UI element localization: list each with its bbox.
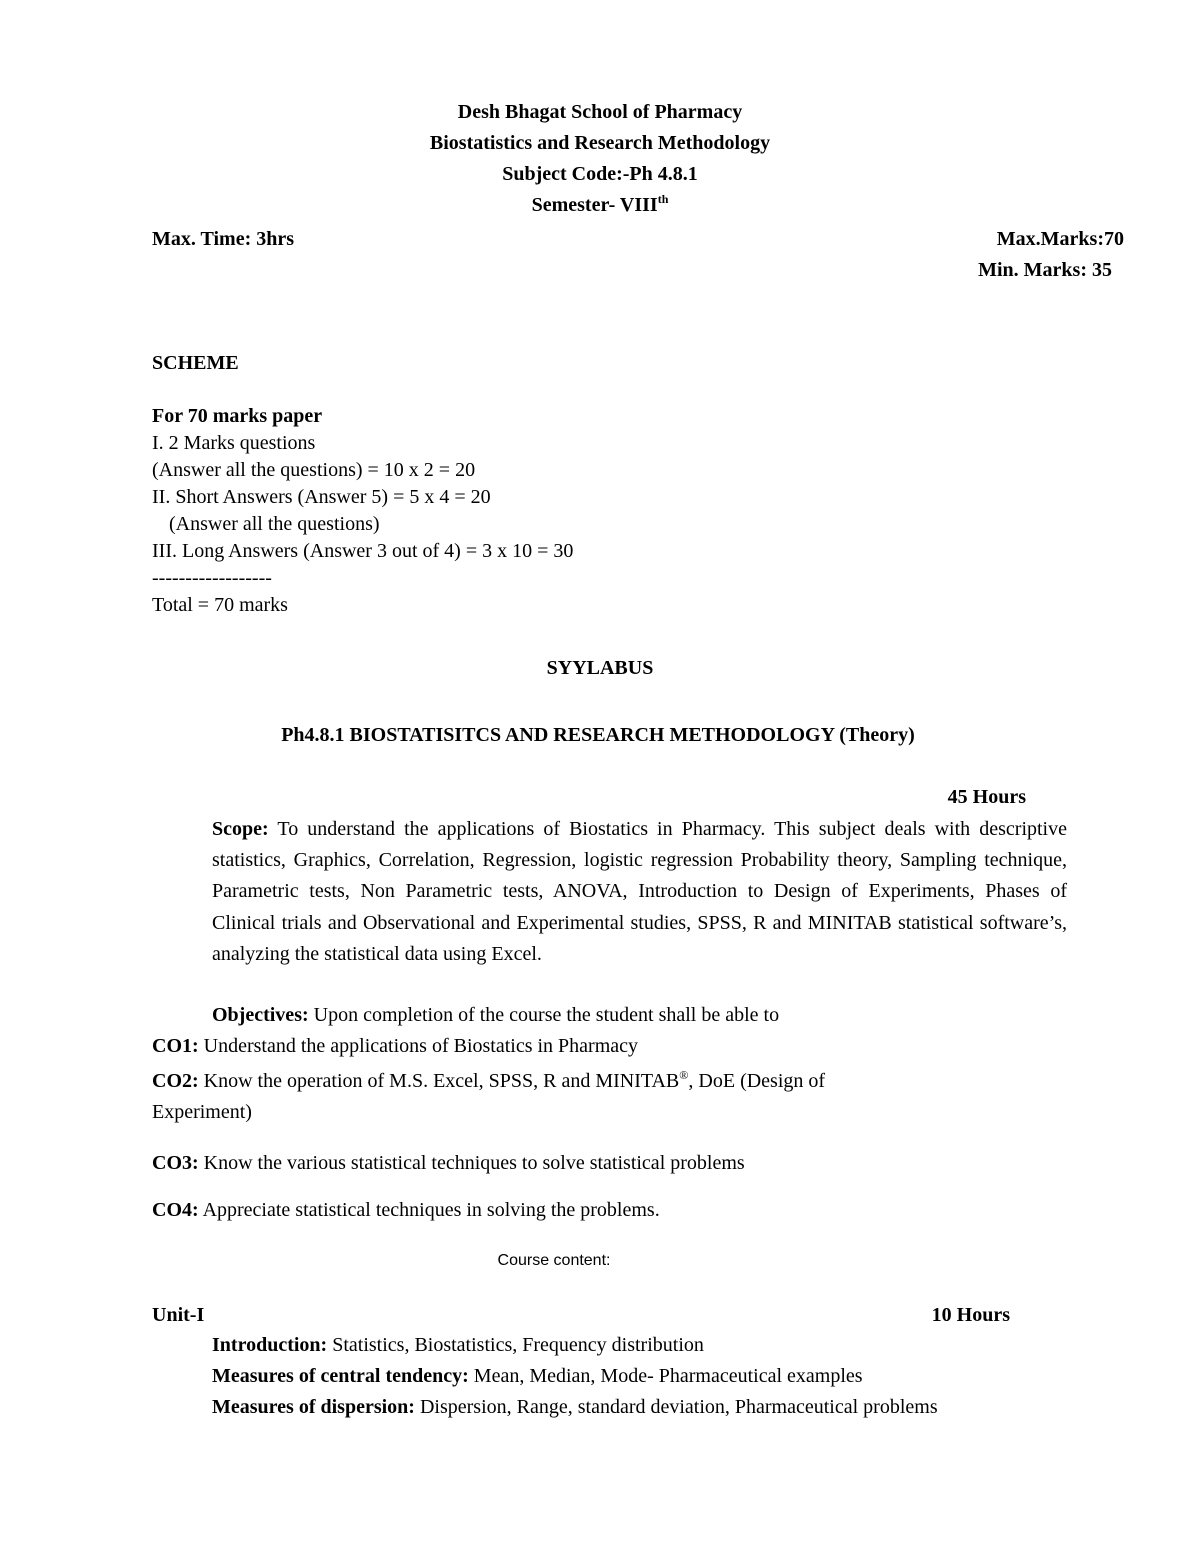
scheme-total: Total = 70 marks xyxy=(152,594,288,616)
syllabus-heading: SYYLABUS xyxy=(546,657,654,679)
course-hours: 45 Hours xyxy=(947,786,1026,808)
objectives-label: Objectives: xyxy=(212,1004,309,1026)
unit-hours: 10 Hours xyxy=(931,1304,1010,1326)
scheme-heading: SCHEME xyxy=(152,352,239,374)
unit-item-text: Mean, Median, Mode- Pharmaceutical examples xyxy=(473,1365,863,1387)
outcome-co2 xyxy=(152,1070,825,1093)
outcome-label: CO3: xyxy=(152,1152,199,1174)
scheme-divider: ------------------ xyxy=(152,567,272,589)
subject-title: Biostatistics and Research Methodology xyxy=(429,132,771,154)
scope-label: Scope: xyxy=(212,818,269,840)
scheme-subheading: For 70 marks paper xyxy=(152,405,323,427)
scope-text: To understand the applications of Biostatics in Pharmacy. This subject deals with descriptive statistics, Graphics, Correlation, Regression, logistic regression Probability theory, Sampling technique, Parametric tests, Non Parametric tests, ANOVA, Introduction to Design of Experiments, Phases of Clinical trials and Observational and Experimental studies, SPSS, R and MINITAB statistical software’s, analyzing the statistical data using Excel. xyxy=(212,818,1067,965)
unit-item xyxy=(212,1392,1002,1423)
unit-item-text: Dispersion, Range, standard deviation, Pharmaceutical problems xyxy=(419,1396,938,1418)
objectives xyxy=(212,1004,779,1027)
semester-text: Semester- VIII xyxy=(531,194,658,216)
unit-item-label: Introduction: xyxy=(212,1334,328,1356)
max-time: Max. Time: 3hrs xyxy=(152,228,295,250)
outcome-text-after: , DoE (Design of xyxy=(688,1070,826,1092)
registered-mark: ® xyxy=(679,1068,689,1082)
outcome-text: Appreciate statistical techniques in solving the problems. xyxy=(202,1199,660,1221)
outcome-text: Know the operation of M.S. Excel, SPSS, R and MINITAB xyxy=(203,1070,680,1092)
outcome-label: CO1: xyxy=(152,1035,199,1057)
outcome-co4 xyxy=(152,1199,660,1222)
outcome-text: Understand the applications of Biostatics in Pharmacy xyxy=(203,1035,639,1057)
unit-item xyxy=(212,1334,704,1357)
course-title: Ph4.8.1 BIOSTATISITCS AND RESEARCH METHODOLOGY (Theory) xyxy=(281,724,915,746)
outcome-co3 xyxy=(152,1152,745,1175)
unit-title: Unit-I xyxy=(152,1304,205,1326)
outcome-label: CO2: xyxy=(152,1070,199,1092)
outcome-co1 xyxy=(152,1035,638,1058)
scheme-line: I. 2 Marks questions xyxy=(152,432,316,454)
unit-item-text: Statistics, Biostatistics, Frequency distribution xyxy=(332,1334,704,1356)
semester xyxy=(0,194,1200,217)
scheme-line: II. Short Answers (Answer 5) = 5 x 4 = 20 xyxy=(152,486,491,508)
scheme-line: III. Long Answers (Answer 3 out of 4) = 3 x 10 = 30 xyxy=(152,540,574,562)
min-marks: Min. Marks: 35 xyxy=(978,259,1112,281)
max-marks: Max.Marks:70 xyxy=(996,228,1124,250)
unit-item-label: Measures of central tendency: xyxy=(212,1365,469,1387)
outcome-text: Know the various statistical techniques to solve statistical problems xyxy=(203,1152,745,1174)
scheme-line: (Answer all the questions) xyxy=(169,513,380,535)
subject-code: Subject Code:-Ph 4.8.1 xyxy=(502,163,698,185)
course-content-label: Course content: xyxy=(497,1252,611,1269)
objectives-text: Upon completion of the course the student shall be able to xyxy=(313,1004,780,1026)
unit-item xyxy=(212,1365,863,1388)
semester-sup: th xyxy=(657,192,669,206)
unit-item-label: Measures of dispersion: xyxy=(212,1396,415,1418)
outcome-co2-line2: Experiment) xyxy=(152,1101,252,1123)
school-name: Desh Bhagat School of Pharmacy xyxy=(457,101,743,123)
outcome-label: CO4: xyxy=(152,1199,199,1221)
scope-paragraph xyxy=(212,814,1067,970)
scheme-line: (Answer all the questions) = 10 x 2 = 20 xyxy=(152,459,476,481)
